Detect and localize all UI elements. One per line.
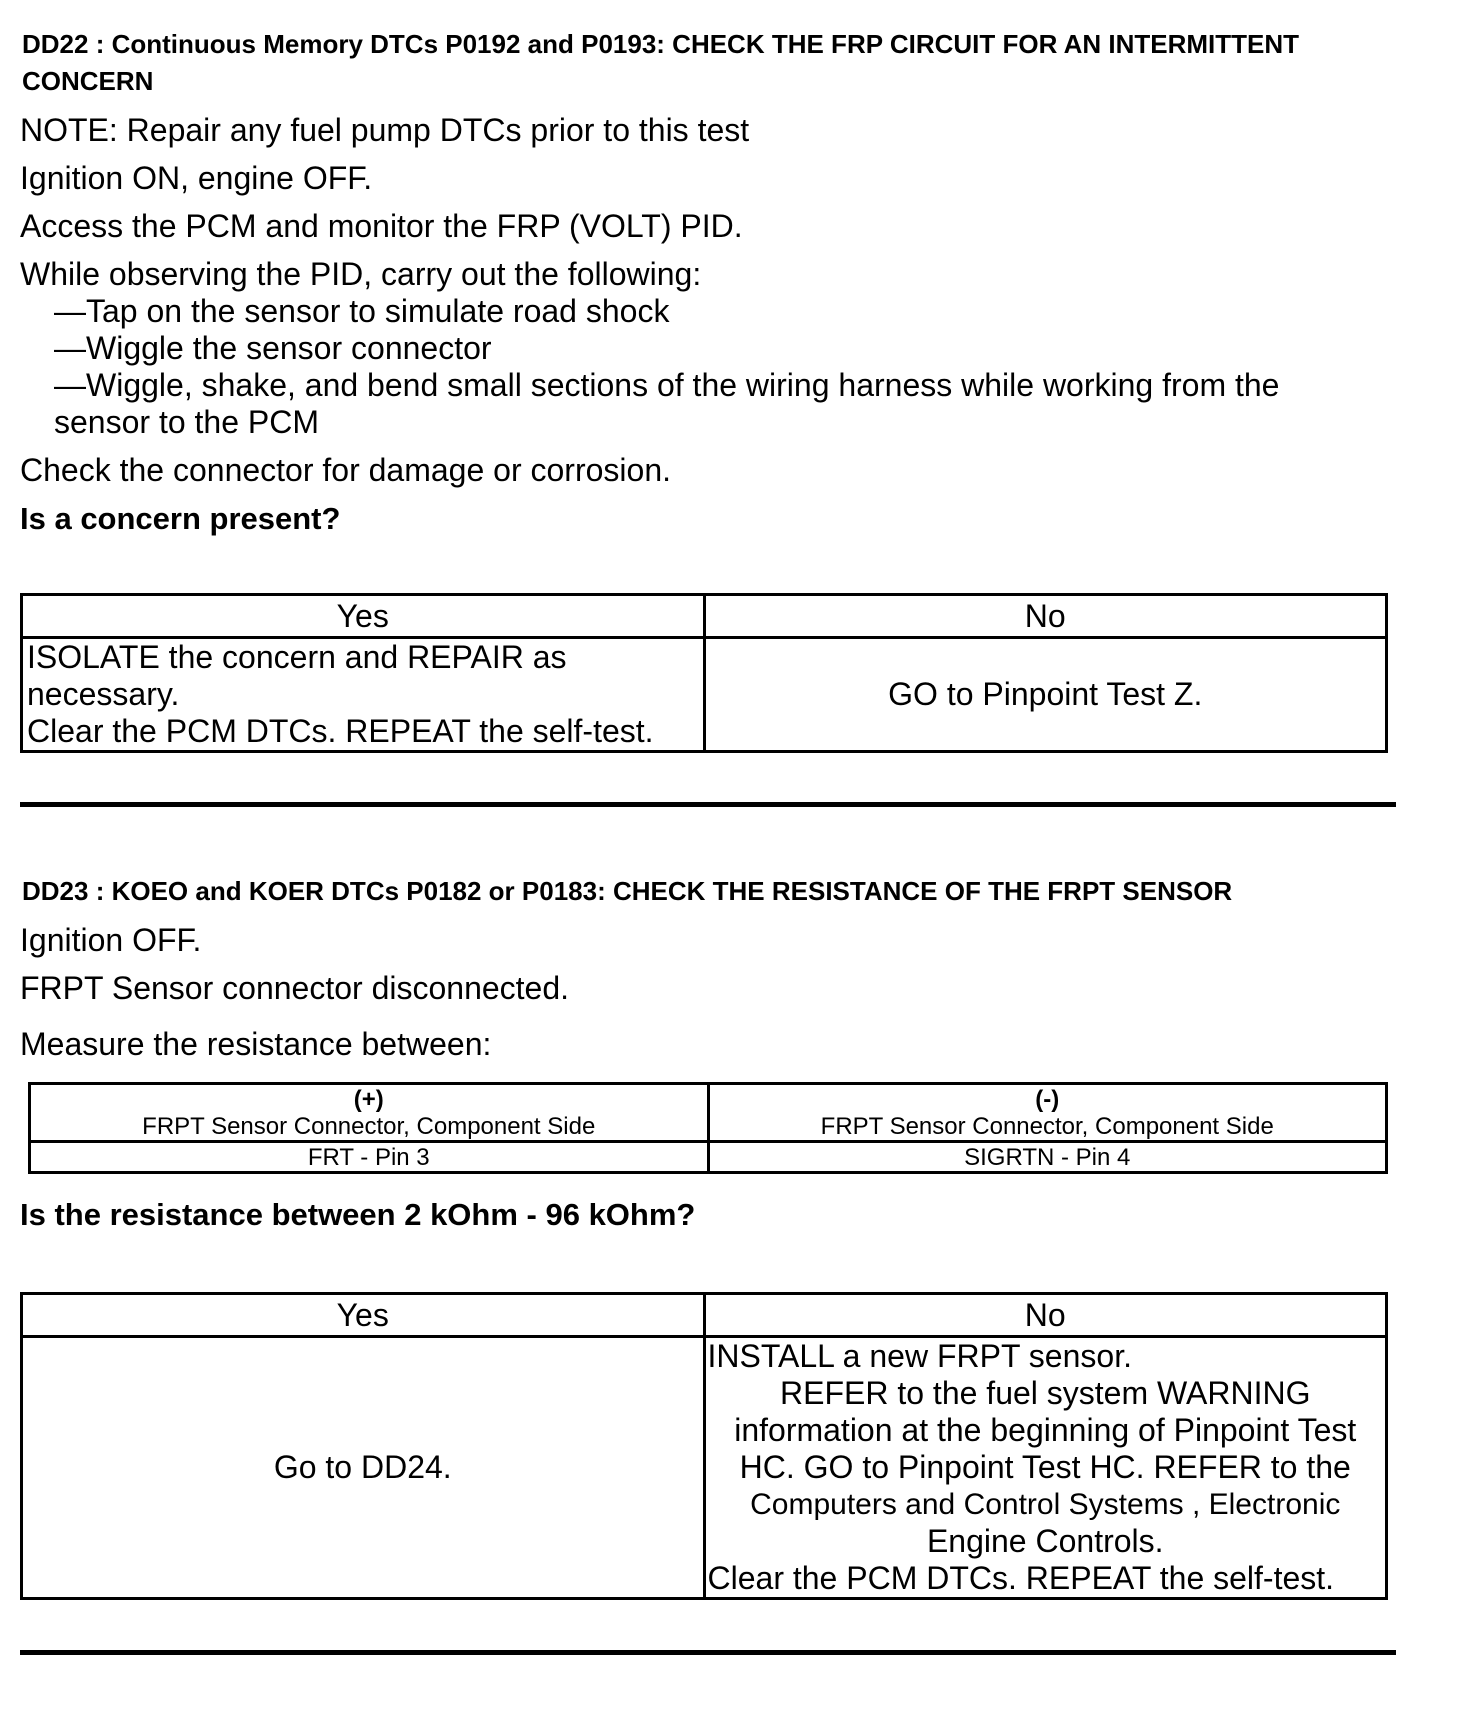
dd22-heading-line2: CONCERN: [22, 66, 154, 96]
no-line: Clear the PCM DTCs. REPEAT the self-test.: [707, 1560, 1335, 1596]
yes-header: Yes: [22, 1294, 705, 1337]
yes-header: Yes: [22, 595, 705, 638]
dd22-heading: [22, 26, 1299, 100]
dd22-bullet-wiggle-connector: —Wiggle the sensor connector: [54, 330, 492, 366]
dd22-step-observe: While observing the PID, carry out the following:: [20, 256, 702, 292]
dd23-step-disconnect: FRPT Sensor connector disconnected.: [20, 970, 570, 1006]
table-header-row: [30, 1084, 1387, 1142]
negative-symbol: (-): [1035, 1085, 1060, 1113]
no-line: INSTALL a new FRPT sensor.: [707, 1338, 1132, 1374]
dd22-note: NOTE: Repair any fuel pump DTCs prior to this test: [20, 112, 750, 148]
no-line: Engine Controls.: [926, 1523, 1164, 1559]
no-header: No: [704, 1294, 1387, 1337]
dd23-step-measure: Measure the resistance between:: [20, 1026, 492, 1062]
positive-lead-header: [30, 1084, 709, 1142]
no-line: information at the beginning of Pinpoint Test: [734, 1412, 1357, 1448]
positive-pin: FRT - Pin 3: [30, 1142, 709, 1173]
table-header-row: [22, 1294, 1387, 1337]
positive-symbol: (+): [353, 1085, 384, 1113]
dd23-heading: DD23 : KOEO and KOER DTCs P0182 or P0183: CHECK THE RESISTANCE OF THE FRPT SENSOR: [22, 876, 1233, 906]
dd22-bullet-tap: —Tap on the sensor to simulate road shock: [54, 293, 670, 329]
table-header-row: [22, 595, 1387, 638]
dd23-step-ignition: Ignition OFF.: [20, 922, 202, 958]
dd22-heading-line1: DD22 : Continuous Memory DTCs P0192 and P0193: CHECK THE FRP CIRCUIT FOR AN INTERMITTENT: [22, 29, 1300, 59]
yes-cell: Go to DD24.: [22, 1337, 705, 1599]
dd22-question: Is a concern present?: [20, 501, 341, 536]
table-row: [22, 1337, 1387, 1599]
dd23-question: Is the resistance between 2 kOhm - 96 kOhm?: [20, 1197, 696, 1232]
dd22-bullet-wiggle-harness: —Wiggle, shake, and bend small sections of the wiring harness while working from the: [54, 367, 1280, 403]
no-cell: GO to Pinpoint Test Z.: [704, 638, 1387, 752]
section-divider: [20, 1650, 1396, 1655]
positive-connector-label: FRPT Sensor Connector, Component Side: [142, 1112, 596, 1140]
yes-cell: [22, 638, 705, 752]
no-line: REFER to the fuel system WARNING: [780, 1375, 1311, 1411]
negative-connector-label: FRPT Sensor Connector, Component Side: [820, 1112, 1274, 1140]
yes-line: necessary.: [27, 676, 180, 712]
dd22-step-access-pcm: Access the PCM and monitor the FRP (VOLT) PID.: [20, 208, 743, 244]
no-line: HC. GO to Pinpoint Test HC. REFER to the: [739, 1449, 1351, 1485]
dd23-measure-table: [28, 1082, 1388, 1174]
table-row: [22, 638, 1387, 752]
negative-lead-header: [708, 1084, 1387, 1142]
yes-line: ISOLATE the concern and REPAIR as: [27, 639, 567, 675]
dd22-result-table: [20, 593, 1388, 753]
dd22-step-check-connector: Check the connector for damage or corrosion.: [20, 452, 671, 488]
dd23-result-table: [20, 1292, 1388, 1600]
section-divider: [20, 802, 1396, 807]
no-header: No: [704, 595, 1387, 638]
no-cell: [704, 1337, 1387, 1599]
table-row: [30, 1142, 1387, 1173]
dd22-bullet-harness-continued: sensor to the PCM: [54, 404, 319, 440]
yes-line: Clear the PCM DTCs. REPEAT the self-test.: [27, 713, 654, 749]
dd22-step-ignition: Ignition ON, engine OFF.: [20, 160, 373, 196]
no-line: Computers and Control Systems , Electronic: [750, 1488, 1341, 1521]
negative-pin: SIGRTN - Pin 4: [708, 1142, 1387, 1173]
